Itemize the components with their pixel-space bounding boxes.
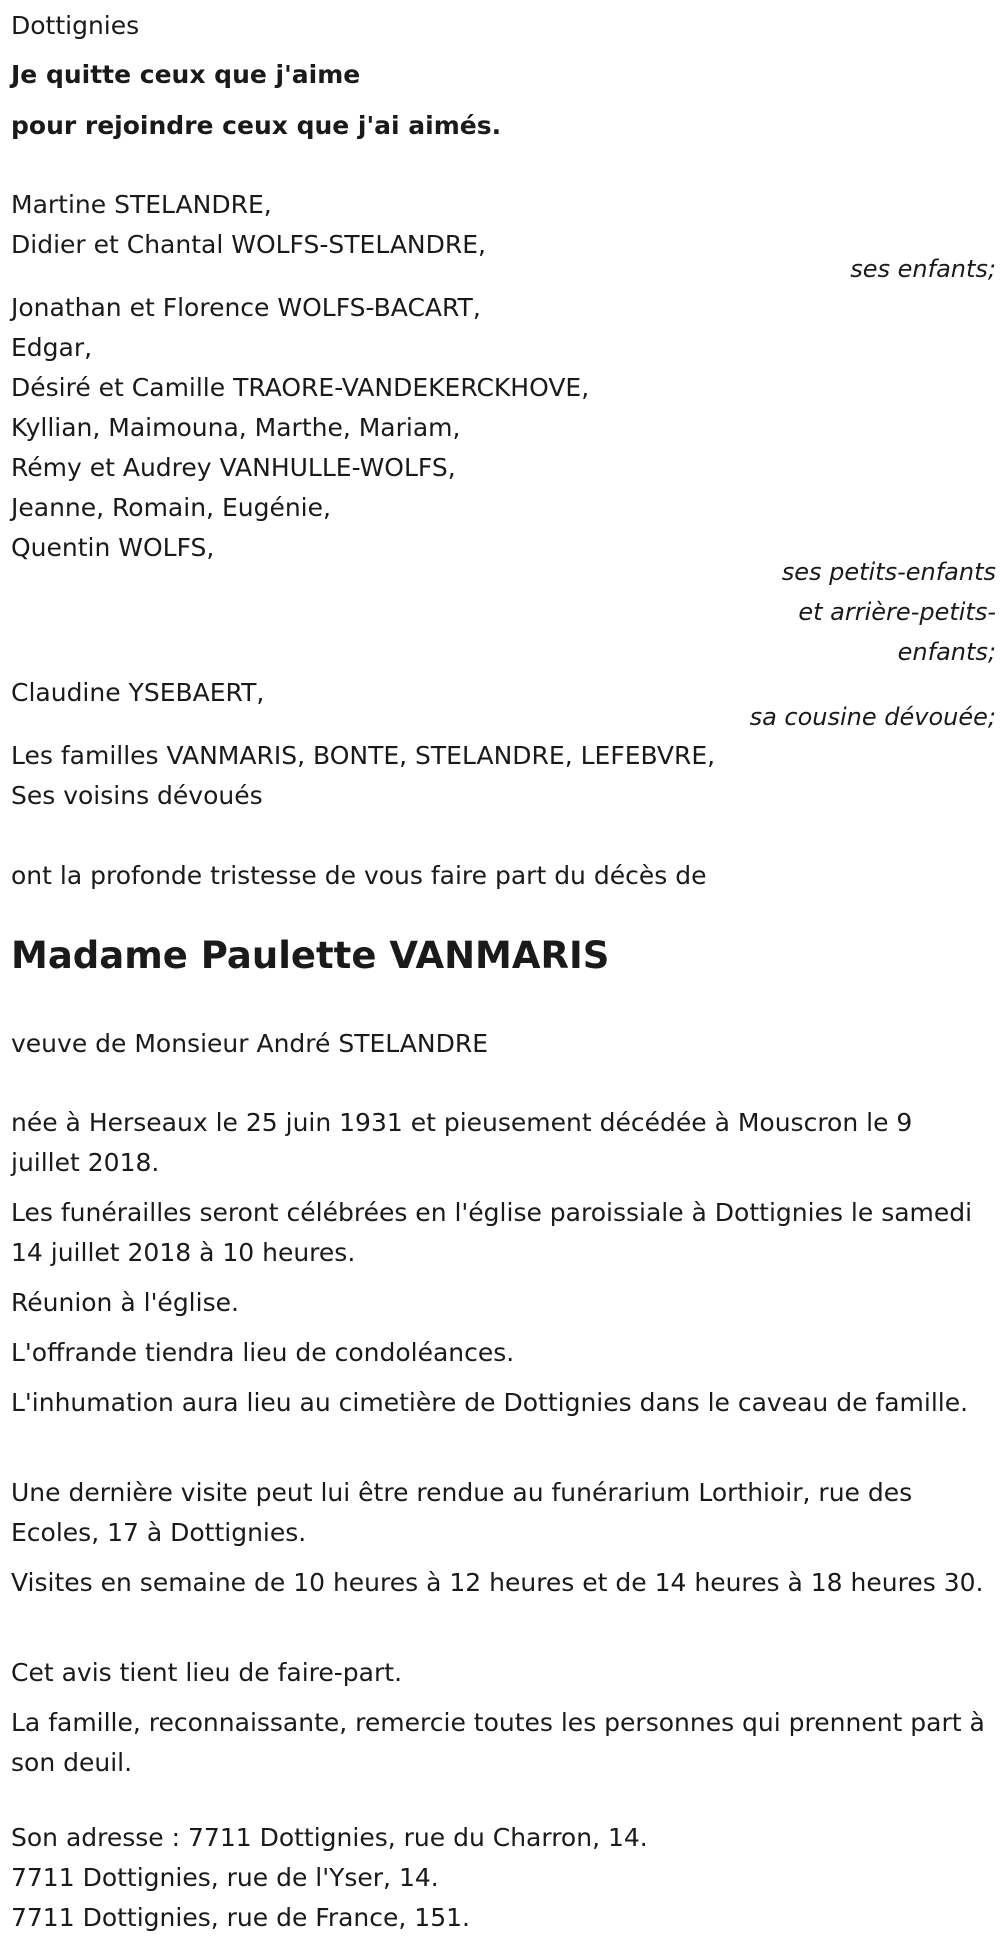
cousin-name: Claudine YSEBAERT,: [11, 678, 265, 707]
quote-line-2: pour rejoindre ceux que j'ai aimés.: [11, 111, 502, 140]
grandchild-name: Quentin WOLFS,: [11, 533, 215, 562]
paragraph-thanks: La famille, reconnaissante, remercie toutes les personnes qui prennent part à son deuil.: [11, 1708, 985, 1777]
address-line: 7711 Dottignies, rue de l'Yser, 14.: [11, 1863, 439, 1892]
children-role: ses enfants;: [850, 255, 996, 283]
paragraph-funeral: Les funérailles seront célébrées en l'église paroissiale à Dottignies le samedi 14 juillet 2018 à 10 heures.: [11, 1198, 973, 1267]
address-line: Son adresse : 7711 Dottignies, rue du Charron, 14.: [11, 1823, 648, 1852]
paragraph-offering: L'offrande tiendra lieu de condoléances.: [11, 1338, 515, 1367]
announcement: ont la profonde tristesse de vous faire part du décès de: [11, 861, 707, 890]
paragraph-visiting-hours: Visites en semaine de 10 heures à 12 heures et de 14 heures à 18 heures 30.: [11, 1568, 984, 1597]
deceased-name: Madame Paulette VANMARIS: [11, 934, 610, 977]
cousin-role: sa cousine dévouée;: [749, 703, 996, 731]
grandchild-name: Rémy et Audrey VANHULLE-WOLFS,: [11, 453, 456, 482]
paragraph-notice: Cet avis tient lieu de faire-part.: [11, 1658, 403, 1687]
location: Dottignies: [11, 11, 140, 40]
grandchild-name: Jeanne, Romain, Eugénie,: [11, 493, 331, 522]
address-line: 7711 Dottignies, rue de France, 151.: [11, 1903, 470, 1932]
paragraph-last-visit: Une dernière visite peut lui être rendue au funérarium Lorthioir, rue des Ecoles, 17 à Dottignies.: [11, 1478, 913, 1547]
grandchild-name: Kyllian, Maimouna, Marthe, Mariam,: [11, 413, 461, 442]
grandchild-name: Jonathan et Florence WOLFS-BACART,: [11, 293, 481, 322]
families-line: Les familles VANMARIS, BONTE, STELANDRE, LEFEBVRE,: [11, 741, 716, 770]
paragraph-burial: L'inhumation aura lieu au cimetière de Dottignies dans le caveau de famille.: [11, 1388, 969, 1417]
child-name: Didier et Chantal WOLFS-STELANDRE,: [11, 230, 486, 259]
paragraph-birth-death: née à Herseaux le 25 juin 1931 et pieusement décédée à Mouscron le 9 juillet 2018.: [11, 1108, 913, 1177]
child-name: Martine STELANDRE,: [11, 190, 272, 219]
grandchildren-role-line: enfants;: [897, 638, 996, 666]
neighbors-line: Ses voisins dévoués: [11, 781, 263, 810]
widow-of: veuve de Monsieur André STELANDRE: [11, 1029, 489, 1058]
grandchild-name: Edgar,: [11, 333, 93, 362]
paragraph-meeting: Réunion à l'église.: [11, 1288, 239, 1317]
quote-line-1: Je quitte ceux que j'aime: [11, 60, 361, 89]
grandchildren-role-line: ses petits-enfants: [781, 558, 996, 586]
grandchild-name: Désiré et Camille TRAORE-VANDEKERCKHOVE,: [11, 373, 590, 402]
grandchildren-role-line: et arrière-petits-: [798, 598, 996, 626]
